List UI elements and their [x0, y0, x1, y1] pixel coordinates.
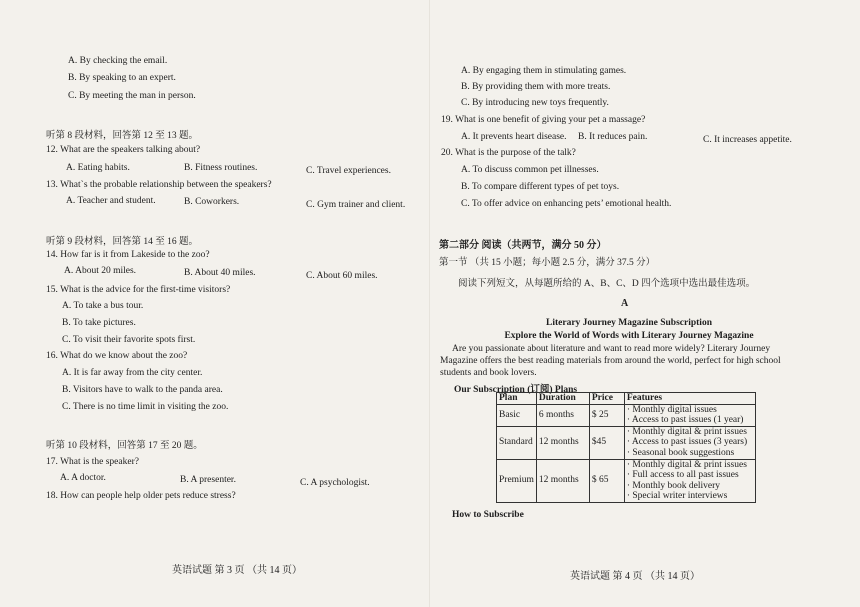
page-footer-left: 英语试题 第 3 页 （共 14 页）	[172, 565, 302, 576]
option-17b: B. A presenter.	[180, 475, 236, 485]
feature-item: · Seasonal book suggestions	[626, 447, 735, 458]
question-14: 14. How far is it from Lakeside to the zoo?	[46, 250, 210, 260]
option-17a: A. A doctor.	[60, 473, 106, 483]
option-18b: B. By providing them with more treats.	[461, 82, 611, 92]
option-16c: C. There is no time limit in visiting the zoo.	[62, 402, 229, 412]
feature-item: · Monthly digital & print issues	[626, 426, 747, 437]
option-11c: C. By meeting the man in person.	[68, 91, 196, 101]
table-header-row	[497, 393, 756, 405]
table-row	[497, 459, 756, 502]
question-16: 16. What do we know about the zoo?	[46, 351, 188, 361]
paragraph-line-2: Magazine offers the best reading materials from around the world, perfect for high school	[440, 356, 781, 366]
plan-cell: Basic	[497, 404, 537, 426]
option-15b: B. To take pictures.	[62, 318, 136, 328]
section-10-header: 听第 10 段材料，回答第 17 至 20 题。	[46, 441, 203, 451]
question-12: 12. What are the speakers talking about?	[46, 145, 201, 155]
part-2-header: 第二部分 阅读（共两节，满分 50 分）	[439, 240, 607, 251]
question-18: 18. How can people help older pets reduce stress?	[46, 491, 236, 501]
duration-cell: 6 months	[536, 404, 589, 426]
option-19c: C. It increases appetite.	[703, 135, 792, 145]
option-20b: B. To compare different types of pet toys.	[461, 182, 620, 192]
duration-cell: 12 months	[536, 426, 589, 459]
col-header-plan: Plan	[497, 393, 537, 405]
page-fold	[429, 0, 430, 607]
passage-letter: A	[621, 298, 629, 309]
section-8-header: 听第 8 段材料，回答第 12 至 13 题。	[46, 131, 199, 141]
option-13a: A. Teacher and student.	[66, 196, 156, 206]
page-footer-right: 英语试题 第 4 页 （共 14 页）	[570, 571, 700, 582]
option-12c: C. Travel experiences.	[306, 166, 391, 176]
feature-item: · Full access to all past issues	[626, 470, 739, 481]
option-14a: A. About 20 miles.	[64, 266, 137, 276]
question-17: 17. What is the speaker?	[46, 457, 139, 467]
option-19b: B. It reduces pain.	[578, 132, 648, 142]
feature-item: · Monthly book delivery	[626, 480, 720, 491]
option-14b: B. About 40 miles.	[184, 268, 256, 278]
option-19a: A. It prevents heart disease.	[461, 132, 567, 142]
feature-item: · Monthly digital & print issues	[626, 459, 747, 470]
table-row	[497, 426, 756, 459]
option-16b: B. Visitors have to walk to the panda area.	[62, 385, 223, 395]
option-18a: A. By engaging them in stimulating games.	[461, 66, 627, 76]
paragraph-line-1: Are you passionate about literature and want to read more widely? Literary Journey	[452, 344, 771, 354]
option-11b: B. By speaking to an expert.	[68, 73, 176, 83]
section-1-header: 第一节 （共 15 小题；每小题 2.5 分，满分 37.5 分）	[439, 258, 656, 268]
price-cell: $ 65	[589, 459, 624, 502]
feature-item: · Monthly digital issues	[626, 404, 717, 415]
feature-item: · Access to past issues (3 years)	[626, 437, 748, 448]
section-9-header: 听第 9 段材料，回答第 14 至 16 题。	[46, 237, 199, 247]
features-cell	[624, 426, 755, 459]
option-11a: A. By checking the email.	[68, 56, 168, 66]
option-12b: B. Fitness routines.	[184, 163, 258, 173]
option-20a: A. To discuss common pet illnesses.	[461, 165, 599, 175]
col-header-price: Price	[589, 393, 624, 405]
option-15c: C. To visit their favorite spots first.	[62, 335, 196, 345]
price-cell: $45	[589, 426, 624, 459]
how-to-subscribe-heading: How to Subscribe	[452, 510, 524, 520]
price-cell: $ 25	[589, 404, 624, 426]
option-18c: C. By introducing new toys frequently.	[461, 98, 609, 108]
question-20: 20. What is the purpose of the talk?	[441, 148, 576, 158]
features-cell	[624, 404, 755, 426]
question-19: 19. What is one benefit of giving your pet a massage?	[441, 115, 646, 125]
option-13c: C. Gym trainer and client.	[306, 200, 406, 210]
paragraph-line-3: students and book lovers.	[440, 368, 537, 378]
plan-cell: Standard	[497, 426, 537, 459]
reading-instruction: 阅读下列短文，从每题所给的 A、B、C、D 四个选项中选出最佳选项。	[458, 279, 756, 289]
plans-heading: Our Subscription (订阅) Plans	[454, 385, 578, 395]
passage-subtitle: Explore the World of Words with Literary Journey Magazine	[504, 331, 754, 341]
feature-item: · Access to past issues (1 year)	[626, 415, 744, 426]
feature-item: · Special writer interviews	[626, 491, 728, 502]
col-header-duration: Duration	[536, 393, 589, 405]
duration-cell: 12 months	[536, 459, 589, 502]
option-20c: C. To offer advice on enhancing pets’ emotional health.	[461, 199, 672, 209]
col-header-features: Features	[624, 393, 755, 405]
passage-title: Literary Journey Magazine Subscription	[546, 318, 712, 328]
option-17c: C. A psychologist.	[300, 478, 370, 488]
option-16a: A. It is far away from the city center.	[62, 368, 203, 378]
option-13b: B. Coworkers.	[184, 197, 240, 207]
question-13: 13. What`s the probable relationship between the speakers?	[46, 180, 272, 190]
table-row	[497, 404, 756, 426]
subscription-plans-table	[496, 392, 756, 503]
question-15: 15. What is the advice for the first-time visitors?	[46, 285, 231, 295]
features-cell	[624, 459, 755, 502]
plan-cell: Premium	[497, 459, 537, 502]
option-15a: A. To take a bus tour.	[62, 301, 144, 311]
option-12a: A. Eating habits.	[66, 163, 130, 173]
option-14c: C. About 60 miles.	[306, 271, 378, 281]
